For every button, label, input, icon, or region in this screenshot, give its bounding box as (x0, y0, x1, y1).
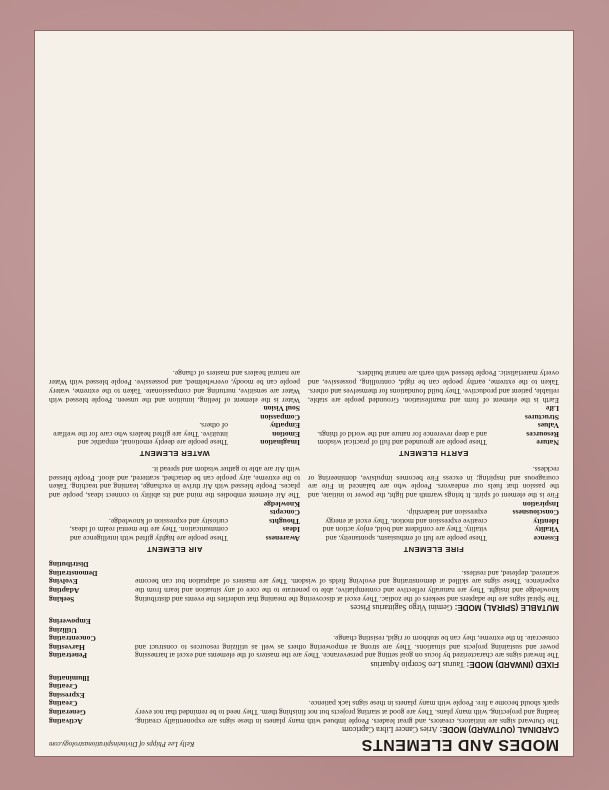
keyword: Resources (526, 429, 559, 439)
element-body-earth-water (49, 369, 559, 404)
element-air (49, 499, 300, 560)
document-page (34, 30, 574, 757)
keyword: Compassion (260, 412, 300, 422)
keyword: Penetrating (49, 651, 87, 661)
mode-heading (49, 603, 559, 612)
element-body-fire-air (49, 464, 559, 499)
keyword: Harvesting (49, 642, 85, 652)
mode-heading (49, 659, 559, 668)
element-text: Earth is the element of form and manifestation. Grounded people are stable, reliable, patient and productive. They build foundations for themselves and others. Taken to the extreme, earthy people can be rigid, controlling, possessive, and overly materialistic. People blessed with earth are natural builders. (308, 369, 559, 405)
mode-heading (49, 725, 559, 734)
keyword: Concepts (270, 508, 300, 518)
mode-mutable (49, 560, 559, 612)
element-intro-text: These people are highly gifted with intelligence and communication. They are the mental realm of ideas, curiosity and expression of knowledge. (69, 516, 228, 543)
keyword: Ideas (282, 525, 300, 535)
mode-examples: Taurus Leo Scorpio Aquarius (370, 660, 465, 670)
author-credit: Kelly Lee Phipps of Divineinspirationastrology.com (49, 740, 195, 748)
element-heading: WATER ELEMENT (139, 449, 210, 459)
element-earth (308, 404, 559, 465)
keyword: Essence (533, 533, 559, 543)
mode-keywords (49, 560, 125, 603)
mode-fixed (49, 616, 559, 668)
keyword: Soul Vision (263, 404, 300, 414)
keyword: Life (545, 404, 559, 414)
keyword: Seeking (49, 594, 75, 604)
keyword: Knowledge (263, 499, 300, 509)
mode-text: The Inward signs are characterized by focus on goal setting and perseverance. They are the masters of the elements and excel at harnessing power and sustaining projects and situations. They are strong at empowering others as well as utilizing resources to construct and consecrate. In the extreme, they can be stubborn or rigid, resisting change. (135, 633, 559, 661)
element-fire (308, 499, 559, 560)
keyword: Adapting (49, 586, 80, 596)
page-title: MODES AND ELEMENTS (361, 736, 559, 753)
element-keywords (234, 404, 300, 447)
element-intro-text: These people are grounded and full of practical wisdom and a deep reverence for nature and the world of things. (317, 429, 487, 448)
element-keywords (493, 499, 559, 542)
keyword: Structures (524, 412, 559, 422)
mode-examples: Gemini Virgo Sagittarius Pisces (350, 603, 453, 613)
element-water (49, 404, 300, 465)
element-intro (308, 404, 559, 447)
element-intro (49, 499, 300, 542)
element-text: The Air element embodies the mind and its ability to connect ideas, people and places. People blessed with Air thrive in exchange, learning and teaching. Taken to the extreme, airy people can be detached, scattered, and aloof. People blessed with Air are able to gather wisdom and spread it. (49, 464, 300, 501)
keyword: Inspiration (522, 499, 559, 509)
keyword: Vitality (534, 525, 559, 535)
element-heading: FIRE ELEMENT (403, 544, 464, 554)
mode-body (49, 673, 559, 725)
keyword: Utilizing (49, 625, 77, 635)
keyword: Nature (536, 438, 559, 448)
mode-text: The Outward signs are initiators, creators, and great leaders. People imbued with many planets in these signs are exponentially creating, leading and projecting, with many plans. They are good at starting projects but not finishing them. They need to be reminded that not every spark should become a fire. People with many planets in these signs lack patience. (135, 699, 559, 726)
keyword: Thoughts (269, 516, 300, 526)
keyword: Creating (49, 699, 78, 709)
mode-name: CARDINAL (OUTWARD) MODE: (439, 725, 559, 735)
keyword: Awareness (265, 533, 300, 543)
keyword: Activating (49, 716, 83, 726)
mode-text: The Spiral signs are the adapters and seekers of the zodiac. They excel at discovering the meaning that underlies the events and distributing knowledge and insight. They are naturally reflective and contemplative, able to penetrate to the core of any situation and learn from the experience. These signs are skilled at demonstrating and evolving fields of wisdom. They are masters of adaptation but can become scattered, depleted, and restless. (135, 568, 559, 604)
element-row-fire-air (49, 499, 559, 560)
keyword: Empathy (270, 421, 300, 431)
mode-body (49, 616, 559, 659)
element-intro (308, 499, 559, 542)
mode-body (49, 560, 559, 603)
element-heading: EARTH ELEMENT (398, 449, 469, 459)
keyword: Imagination (260, 438, 300, 448)
keyword: Generating (49, 708, 86, 717)
element-keywords (234, 499, 300, 542)
element-intro (49, 404, 300, 447)
element-intro-text: These people are deeply emotional, empathic and intuitive. They are gifted healers who care for the welfare of others. (53, 421, 228, 448)
keyword: Empowering (49, 616, 91, 626)
title-row (49, 736, 559, 753)
keyword: Evolving (49, 577, 78, 587)
element-row-earth-water (49, 404, 559, 465)
element-intro-text: These people are full of enthusiasm, spontaneity, and vitality. They are confident and bold, enjoy action and creative expression and motion. They excel at energy expression and leadership. (322, 507, 487, 543)
element-text: Fire is the element of spirit. It brings warmth and light, the power to initiate, and the passion that fuels our endeavors. People who are balanced in Fire are courageous and inspiring; in excess Fire becomes impulsive, domineering or reckless. (308, 464, 559, 501)
mode-keywords (49, 673, 125, 725)
keyword: Consciousness (512, 508, 559, 518)
keyword: Distributing (49, 560, 89, 570)
keyword: Emotion (272, 429, 300, 439)
mode-name: MUTABLE (SPIRAL) MODE: (454, 603, 559, 613)
mode-name: FIXED (INWARD) MODE: (466, 660, 559, 670)
keyword: Expressing (49, 690, 85, 700)
element-text: Water is the element of feeling, intuition and the unseen. People blessed with Water are sensitive, nurturing and compassionate. Taken to the extreme, watery people can be moody, overwhelmed, and possessive. People blessed with Water are natural healers and masters of change. (49, 369, 300, 405)
mode-cardinal (49, 673, 559, 733)
keyword: Illuminating (49, 673, 90, 683)
keyword: Values (537, 421, 559, 431)
mode-keywords (49, 616, 125, 659)
keyword: Identity (533, 516, 559, 526)
keyword: Creating (49, 682, 78, 692)
element-heading: AIR ELEMENT (146, 544, 203, 554)
keyword: Demonstrating (49, 568, 98, 578)
keyword: Concentrating (49, 634, 96, 644)
element-keywords (493, 404, 559, 447)
mode-examples: Aries Cancer Libra Capricorn (342, 725, 438, 735)
